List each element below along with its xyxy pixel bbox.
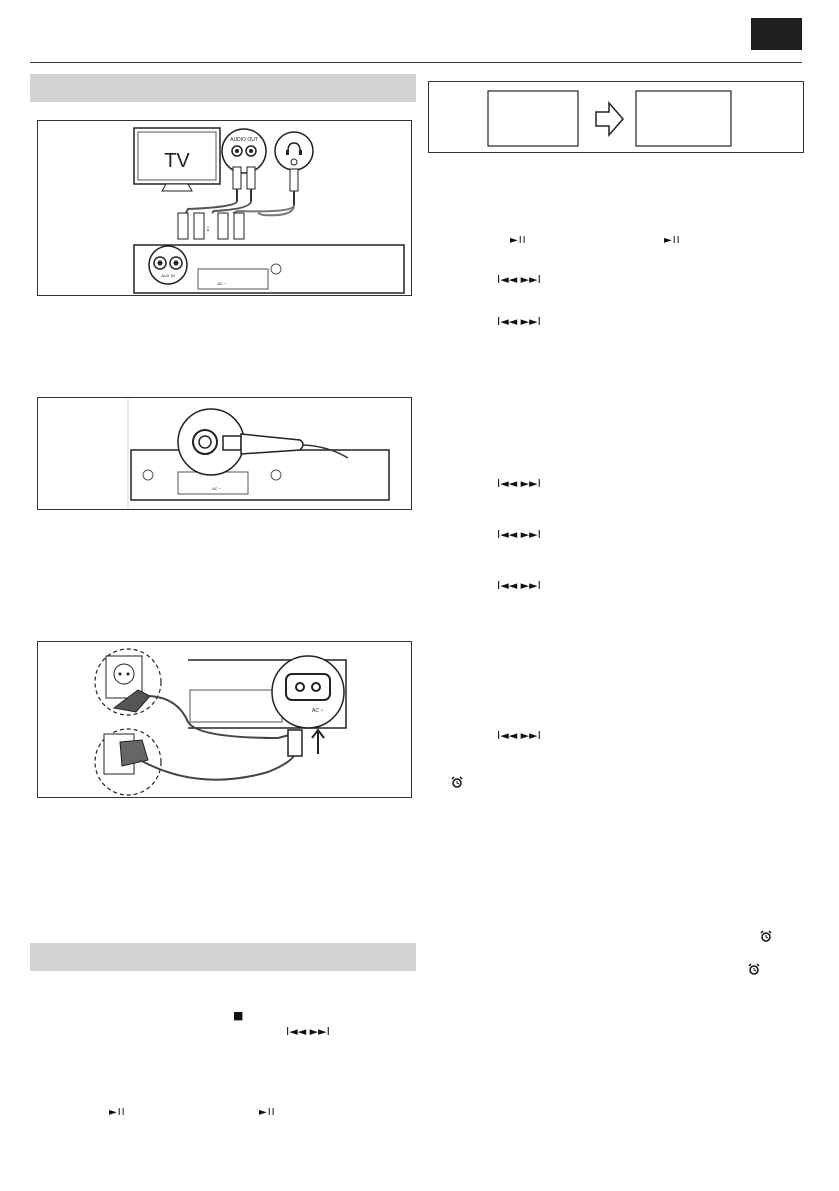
tv-connection-figure <box>37 120 412 296</box>
stop-icon: ■ <box>233 1009 244 1022</box>
prev-next-icon: I◄◄ ►►I <box>286 1025 330 1038</box>
ac-label-mic: AC ~ <box>212 486 222 491</box>
mic-connection-figure <box>37 397 412 510</box>
alarm-clock-icon <box>451 776 463 788</box>
prev-next-icon: I◄◄ ►►I <box>497 273 541 286</box>
svg-text:↓: ↓ <box>205 223 211 233</box>
display-transition-figure <box>428 81 804 153</box>
play-pause-icon: ►II <box>109 1107 126 1118</box>
tv-label: TV <box>164 150 190 172</box>
header-rule <box>30 62 802 63</box>
prev-next-icon: I◄◄ ►►I <box>497 729 541 742</box>
power-connection-figure <box>37 641 412 798</box>
ac-label-power: AC ~ <box>312 708 324 714</box>
alarm-clock-icon <box>760 930 772 942</box>
prev-next-icon: I◄◄ ►►I <box>497 579 541 592</box>
ac-label-tv: AC ~ <box>217 281 227 286</box>
right-arrow-icon <box>596 103 623 135</box>
play-pause-icon: ►II <box>664 235 681 246</box>
play-pause-icon: ►II <box>510 235 527 246</box>
play-pause-icon: ►II <box>259 1107 276 1118</box>
section-header-bar-2 <box>30 943 416 971</box>
prev-next-icon: I◄◄ ►►I <box>497 477 541 490</box>
display-transition-diagram <box>429 82 803 152</box>
alarm-clock-icon <box>748 963 760 975</box>
section-header-bar <box>30 74 416 102</box>
tv-connection-diagram <box>38 121 411 295</box>
prev-next-icon: I◄◄ ►►I <box>497 528 541 541</box>
power-connection-diagram <box>38 642 411 797</box>
prev-next-icon: I◄◄ ►►I <box>497 315 541 328</box>
language-tab <box>751 18 802 50</box>
mic-connection-diagram <box>38 398 411 509</box>
audio-out-label: AUDIO OUT <box>230 137 258 143</box>
aux-in-label: AUX IN <box>161 273 175 278</box>
